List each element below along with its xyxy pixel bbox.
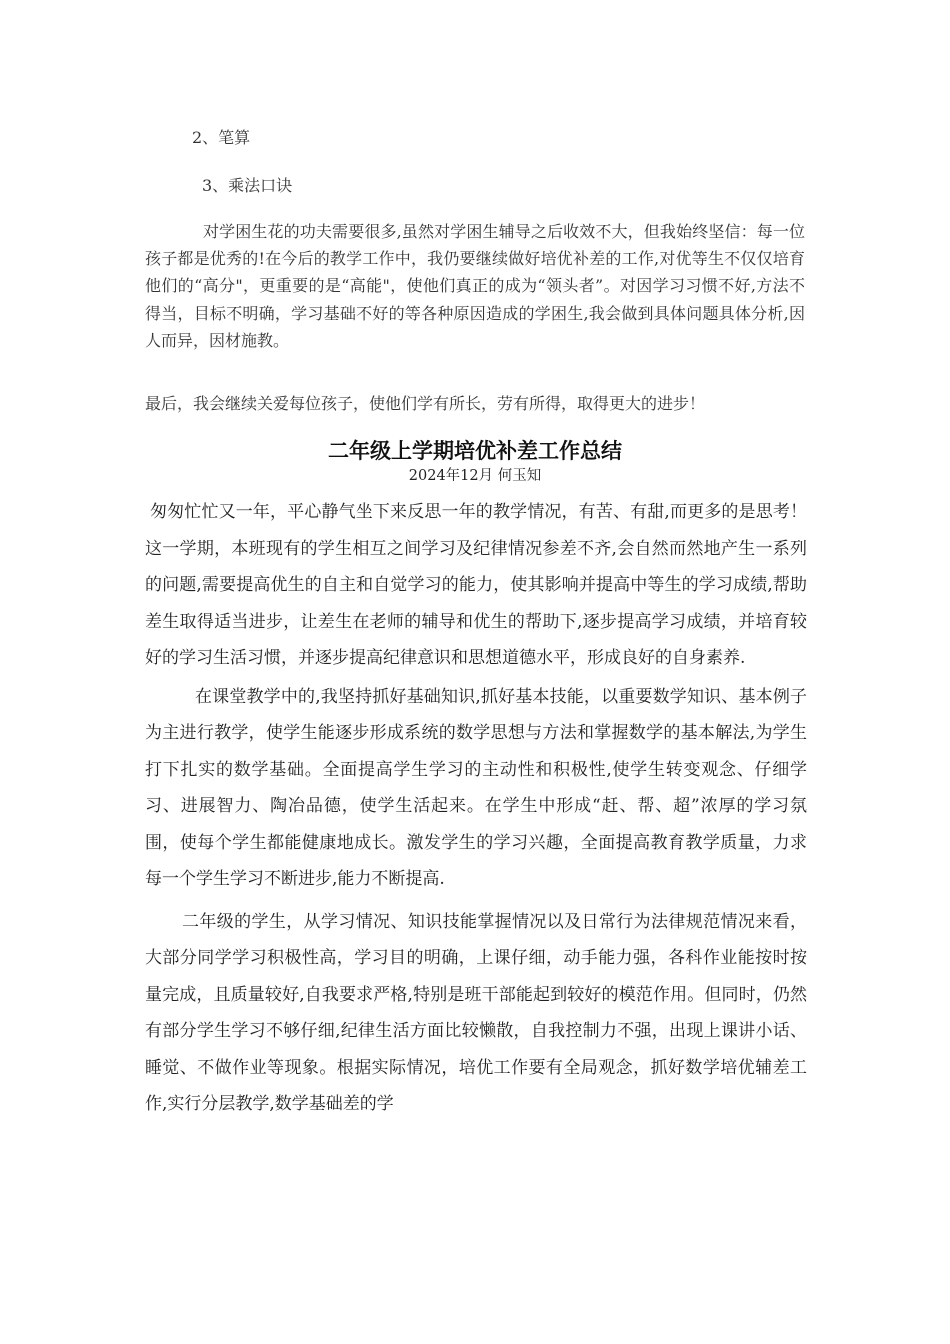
closing-line: 最后，我会继续关爱每位孩子，使他们学有所长，劳有所得，取得更大的进步！ bbox=[145, 394, 706, 413]
article-title: 二年级上学期培优补差工作总结 bbox=[328, 439, 622, 463]
article-paragraph: 二年级的学生，从学习情况、知识技能掌握情况以及日常行为法律规范情况来看，大部分同学学习积极性高，学习目的明确，上课仔细，动手能力强，各科作业能按时按量完成，且质量较好,自我要求严格,特别是班干部能起到较好的模范作用。但同时，仍然有部分学生学习不够仔细,纪律生活方面比较懒散，自我控制力不强，出现上课讲小话、睡觉、不做作业等现象。根据实际情况，培优工作要有全局观念，抓好数学培优辅差工作,实行分层教学,数学基础差的学 bbox=[145, 911, 807, 1114]
article-body bbox=[145, 494, 807, 1123]
article-paragraph: 在课堂教学中的,我坚持抓好基础知识,抓好基本技能，以重要数学知识、基本例子为主进行教学，使学生能逐步形成系统的数学思想与方法和掌握数学的基本解法,为学生打下扎实的数学基础。全面提高学生学习的主动性和积极性,使学生转变观念、仔细学习、进展智力、陶冶品德，使学生活起来。在学生中形成“赶、帮、超”浓厚的学习氛围，使每个学生都能健康地成长。激发学生的学习兴趣，全面提高教育教学质量，力求每一个学生学习不断进步,能力不断提高. bbox=[145, 686, 807, 889]
list-item-multiplication-table: 3、乘法口诀 bbox=[202, 176, 293, 195]
article-paragraph: 匆匆忙忙又一年，平心静气坐下来反思一年的教学情况，有苦、有甜,而更多的是思考！这一学期，本班现有的学生相互之间学习及纪律情况参差不齐,会自然而然地产生一系列的问题,需要提高优生的自主和自觉学习的能力，使其影响并提高中等生的学习成绩,帮助差生取得适当进步，让差生在老师的辅导和优生的帮助下,逐步提高学习成绩，并培育较好的学习生活习惯，并逐步提高纪律意识和思想道德水平，形成良好的自身素养. bbox=[145, 502, 807, 668]
article-byline: 2024年12月 何玉知 bbox=[408, 468, 542, 484]
paragraph-struggling-students: 对学困生花的功夫需要很多,虽然对学困生辅导之后收效不大，但我始终坚信：每一位孩子都是优秀的!在今后的教学工作中，我仍要继续做好培优补差的工作,对优等生不仅仅培育他们的“高分"，更重要的是“高能"，使他们真正的成为“领头者”。对因学习习惯不好,方法不得当，目标不明确，学习基础不好的等各种原因造成的学困生,我会做到具体问题具体分析,因人而异，因材施教。 bbox=[145, 222, 805, 350]
list-item-written-calculation: 2、笔算 bbox=[192, 128, 251, 147]
